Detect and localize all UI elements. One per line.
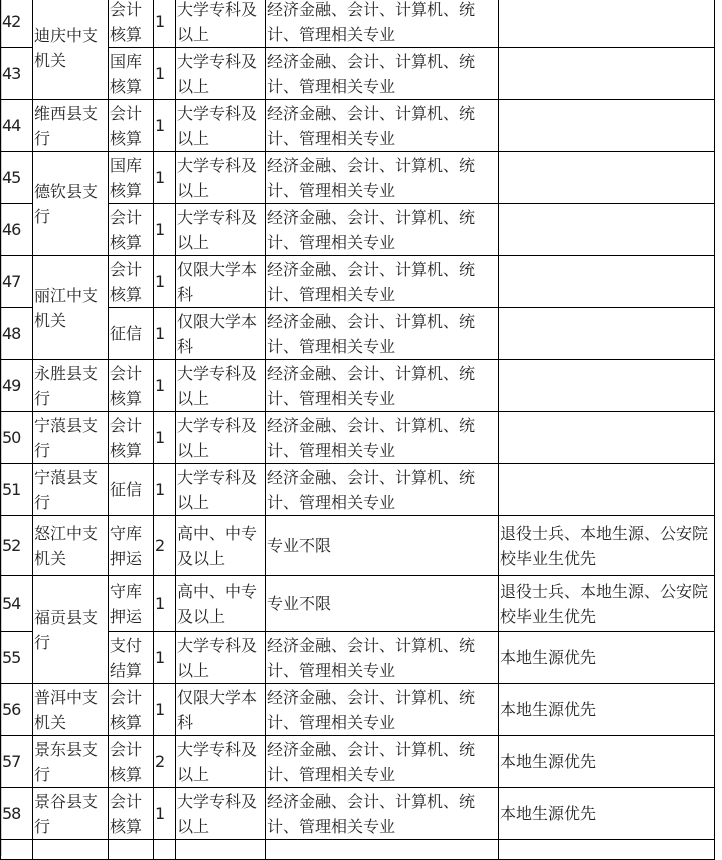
remarks: 本地生源优先	[499, 788, 715, 840]
table-row	[1, 788, 715, 840]
post-name: 会计核算	[109, 204, 154, 256]
headcount: 2	[154, 736, 176, 788]
table-row	[1, 684, 715, 736]
headcount: 1	[154, 632, 176, 684]
unit-name: 宁蒗县支行	[33, 464, 109, 516]
table-row	[1, 360, 715, 412]
table-row	[1, 100, 715, 152]
remarks	[499, 308, 715, 360]
remarks	[499, 0, 715, 48]
education-requirement: 大学专科及以上	[176, 0, 266, 48]
remarks: 本地生源优先	[499, 684, 715, 736]
post-name: 征信	[109, 464, 154, 516]
headcount: 1	[154, 152, 176, 204]
headcount: 1	[154, 256, 176, 308]
remarks: 退役士兵、本地生源、公安院校毕业生优先	[499, 516, 715, 576]
post-name: 会计核算	[109, 100, 154, 152]
headcount: 2	[154, 516, 176, 576]
major-requirement: 经济金融、会计、计算机、统计、管理相关专业	[266, 684, 499, 736]
post-name: 会计核算	[109, 0, 154, 48]
table-row	[1, 0, 715, 48]
table-row	[1, 152, 715, 204]
unit-name: 维西县支行	[33, 100, 109, 152]
empty-cell	[266, 840, 499, 860]
headcount: 1	[154, 0, 176, 48]
major-requirement: 专业不限	[266, 516, 499, 576]
major-requirement: 经济金融、会计、计算机、统计、管理相关专业	[266, 632, 499, 684]
headcount: 1	[154, 464, 176, 516]
post-name: 支付结算	[109, 632, 154, 684]
education-requirement: 高中、中专及以上	[176, 576, 266, 632]
table-row	[1, 204, 715, 256]
education-requirement: 大学专科及以上	[176, 100, 266, 152]
education-requirement: 大学专科及以上	[176, 788, 266, 840]
headcount: 1	[154, 100, 176, 152]
major-requirement: 经济金融、会计、计算机、统计、管理相关专业	[266, 464, 499, 516]
unit-name: 怒江中支机关	[33, 516, 109, 576]
headcount: 1	[154, 684, 176, 736]
row-number: 56	[1, 684, 33, 736]
post-name: 会计核算	[109, 412, 154, 464]
remarks	[499, 412, 715, 464]
row-number: 44	[1, 100, 33, 152]
remarks	[499, 464, 715, 516]
row-number: 48	[1, 308, 33, 360]
row-number: 43	[1, 48, 33, 100]
empty-cell	[499, 840, 715, 860]
unit-name: 永胜县支行	[33, 360, 109, 412]
unit-name: 普洱中支机关	[33, 684, 109, 736]
headcount: 1	[154, 412, 176, 464]
row-number: 54	[1, 576, 33, 632]
education-requirement: 仅限大学本科	[176, 684, 266, 736]
headcount: 1	[154, 360, 176, 412]
row-number: 50	[1, 412, 33, 464]
remarks: 退役士兵、本地生源、公安院校毕业生优先	[499, 576, 715, 632]
major-requirement: 经济金融、会计、计算机、统计、管理相关专业	[266, 204, 499, 256]
major-requirement: 经济金融、会计、计算机、统计、管理相关专业	[266, 308, 499, 360]
major-requirement: 经济金融、会计、计算机、统计、管理相关专业	[266, 736, 499, 788]
post-name: 国库核算	[109, 152, 154, 204]
major-requirement: 经济金融、会计、计算机、统计、管理相关专业	[266, 152, 499, 204]
remarks	[499, 360, 715, 412]
education-requirement: 大学专科及以上	[176, 48, 266, 100]
unit-name: 迪庆中支机关	[33, 0, 109, 100]
major-requirement: 经济金融、会计、计算机、统计、管理相关专业	[266, 48, 499, 100]
education-requirement: 大学专科及以上	[176, 736, 266, 788]
table-row	[1, 576, 715, 632]
table-row	[1, 464, 715, 516]
post-name: 会计核算	[109, 360, 154, 412]
major-requirement: 经济金融、会计、计算机、统计、管理相关专业	[266, 360, 499, 412]
table-row	[1, 736, 715, 788]
table-row	[1, 516, 715, 576]
unit-name: 景东县支行	[33, 736, 109, 788]
major-requirement: 专业不限	[266, 576, 499, 632]
major-requirement: 经济金融、会计、计算机、统计、管理相关专业	[266, 0, 499, 48]
headcount: 1	[154, 788, 176, 840]
post-name: 征信	[109, 308, 154, 360]
major-requirement: 经济金融、会计、计算机、统计、管理相关专业	[266, 412, 499, 464]
post-name: 会计核算	[109, 788, 154, 840]
post-name: 守库押运	[109, 516, 154, 576]
headcount: 1	[154, 204, 176, 256]
table-row	[1, 256, 715, 308]
remarks	[499, 48, 715, 100]
row-number: 58	[1, 788, 33, 840]
major-requirement: 经济金融、会计、计算机、统计、管理相关专业	[266, 100, 499, 152]
headcount: 1	[154, 308, 176, 360]
education-requirement: 大学专科及以上	[176, 152, 266, 204]
row-number: 42	[1, 0, 33, 48]
row-number: 49	[1, 360, 33, 412]
education-requirement: 高中、中专及以上	[176, 516, 266, 576]
unit-name: 德钦县支行	[33, 152, 109, 256]
row-number: 57	[1, 736, 33, 788]
education-requirement: 仅限大学本科	[176, 256, 266, 308]
row-number: 46	[1, 204, 33, 256]
empty-cell	[109, 840, 154, 860]
post-name: 国库核算	[109, 48, 154, 100]
headcount: 1	[154, 48, 176, 100]
remarks: 本地生源优先	[499, 632, 715, 684]
remarks	[499, 204, 715, 256]
remarks	[499, 256, 715, 308]
empty-cell	[1, 840, 33, 860]
row-number: 45	[1, 152, 33, 204]
headcount: 1	[154, 576, 176, 632]
unit-name: 景谷县支行	[33, 788, 109, 840]
table-row-partial	[1, 840, 715, 860]
table-row	[1, 308, 715, 360]
remarks	[499, 152, 715, 204]
row-number: 51	[1, 464, 33, 516]
table-row	[1, 632, 715, 684]
unit-name: 福贡县支行	[33, 576, 109, 684]
unit-name: 丽江中支机关	[33, 256, 109, 360]
row-number: 47	[1, 256, 33, 308]
post-name: 会计核算	[109, 256, 154, 308]
table-row	[1, 48, 715, 100]
post-name: 会计核算	[109, 736, 154, 788]
post-name: 守库押运	[109, 576, 154, 632]
table-row	[1, 412, 715, 464]
remarks: 本地生源优先	[499, 736, 715, 788]
education-requirement: 大学专科及以上	[176, 464, 266, 516]
row-number: 55	[1, 632, 33, 684]
major-requirement: 经济金融、会计、计算机、统计、管理相关专业	[266, 788, 499, 840]
education-requirement: 大学专科及以上	[176, 204, 266, 256]
empty-cell	[154, 840, 176, 860]
remarks	[499, 100, 715, 152]
post-name: 会计核算	[109, 684, 154, 736]
empty-cell	[33, 840, 109, 860]
empty-cell	[176, 840, 266, 860]
education-requirement: 大学专科及以上	[176, 632, 266, 684]
major-requirement: 经济金融、会计、计算机、统计、管理相关专业	[266, 256, 499, 308]
education-requirement: 大学专科及以上	[176, 360, 266, 412]
education-requirement: 大学专科及以上	[176, 412, 266, 464]
unit-name: 宁蒗县支行	[33, 412, 109, 464]
education-requirement: 仅限大学本科	[176, 308, 266, 360]
row-number: 52	[1, 516, 33, 576]
